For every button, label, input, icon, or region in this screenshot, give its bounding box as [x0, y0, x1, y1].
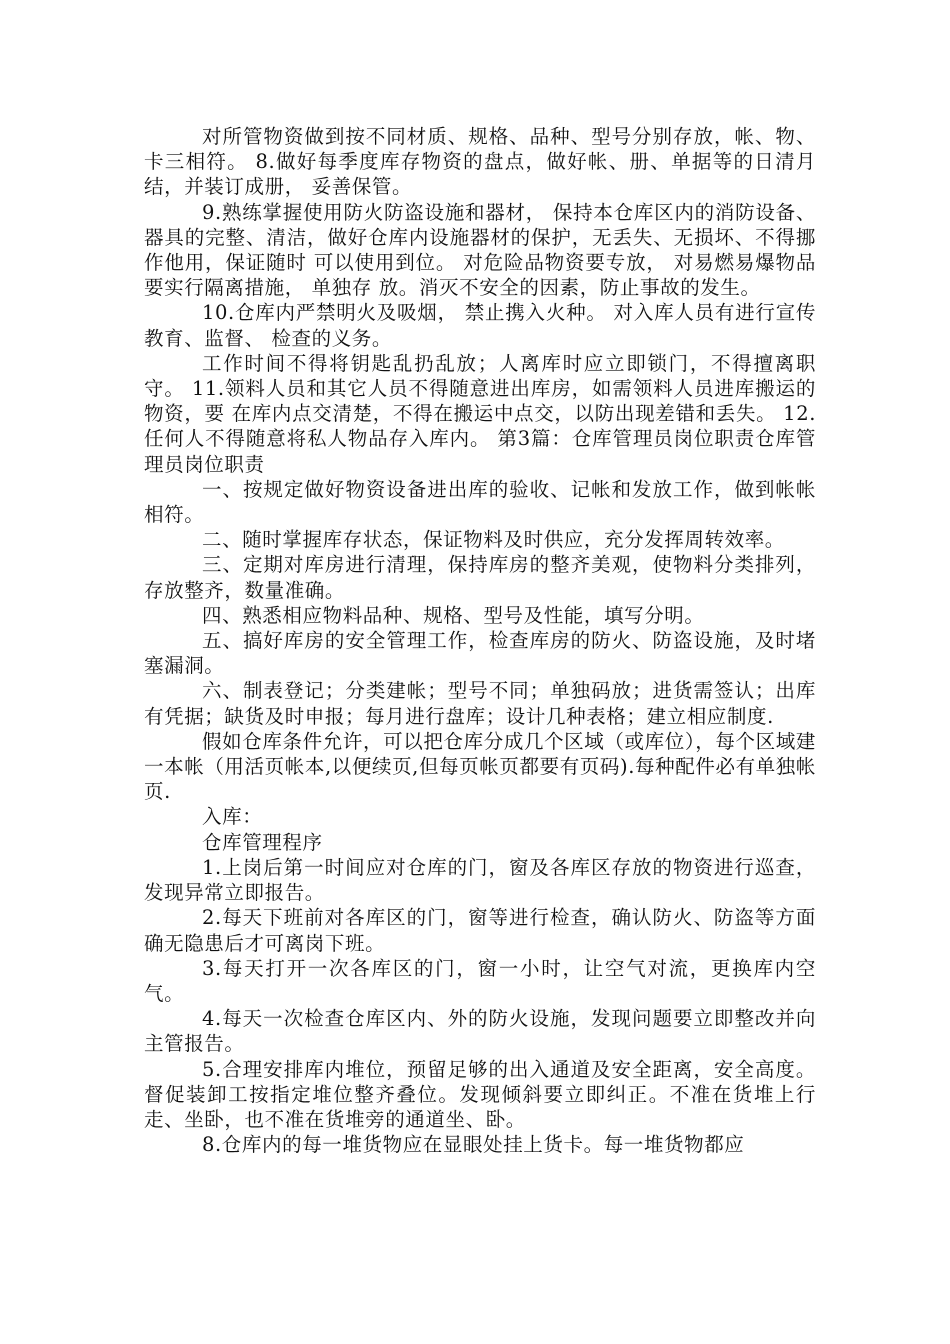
- paragraph-16: 3.每天打开一次各库区的门，窗一小时，让空气对流，更换库内空气。: [144, 956, 816, 1005]
- paragraph-12: 入库：: [202, 805, 263, 829]
- paragraph-1: 对所管物资做到按不同材质、规格、品种、型号分别存放，帐、物、卡三相符。 8.做好每季度库存物资的盘点，做好帐、册、单据等的日清月结，并装订成册， 妥善保管。: [144, 125, 816, 199]
- paragraph-6: 二、随时掌握库存状态，保证物料及时供应，充分发挥周转效率。: [202, 528, 785, 552]
- document-body: [144, 124, 816, 1157]
- paragraph-10: 六、制表登记；分类建帐；型号不同；单独码放；进货需签认；出库有凭据；缺货及时申报；每月进行盘库；设计几种表格；建立相应制度.: [144, 679, 816, 728]
- paragraph-17: 4.每天一次检查仓库区内、外的防火设施，发现问题要立即整改并向主管报告。: [144, 1007, 816, 1056]
- paragraph-2: 9.熟练掌握使用防火防盗设施和器材， 保持本仓库区内的消防设备、器具的完整、清洁，做好仓库内设施器材的保护，无丢失、无损坏、不得挪作他用，保证随时 可以使用到位。 对危险品物资要专放， 对易燃易爆物品要实行隔离措施， 单独存 放。消灭不安全的因素，防止事故的发生。: [144, 200, 816, 300]
- paragraph-8: 四、熟悉相应物料品种、规格、型号及性能，填写分明。: [202, 603, 705, 627]
- paragraph-11: 假如仓库条件允许，可以把仓库分成几个区域（或库位），每个区域建一本帐（用活页帐本,以便续页,但每页帐页都要有页码).每种配件必有单独帐页.: [144, 729, 816, 804]
- paragraph-18: 5.合理安排库内堆位，预留足够的出入通道及安全距离，安全高度。督促装卸工按指定堆位整齐叠位。发现倾斜要立即纠正。不准在货堆上行走、坐卧，也不准在货堆旁的通道坐、卧。: [144, 1057, 816, 1131]
- paragraph-7: 三、定期对库房进行清理，保持库房的整齐美观，使物料分类排列，存放整齐，数量准确。: [144, 553, 816, 602]
- paragraph-3: 10.仓库内严禁明火及吸烟， 禁止携入火种。 对入库人员有进行宣传教育、监督、 检查的义务。: [144, 301, 816, 350]
- paragraph-14: 1.上岗后第一时间应对仓库的门，窗及各库区存放的物资进行巡查，发现异常立即报告。: [144, 855, 816, 905]
- paragraph-4: 工作时间不得将钥匙乱扔乱放；人离库时应立即锁门，不得擅离职守。 11.领料人员和其它人员不得随意进出库房，如需领料人员进库搬运的物资，要 在库内点交清楚，不得在搬运中点交，以防出现差错和丢失。 12.任何人不得随意将私人物品存入库内。 第3篇：仓库管理员岗位职责仓库管理员岗位职责: [144, 351, 816, 476]
- paragraph-19: 8.仓库内的每一堆货物应在显眼处挂上货卡。每一堆货物都应: [202, 1133, 745, 1157]
- paragraph-15: 2.每天下班前对各库区的门，窗等进行检查，确认防火、防盗等方面确无隐患后才可离岗下班。: [144, 906, 816, 955]
- paragraph-13: 仓库管理程序: [202, 830, 323, 854]
- paragraph-5: 一、按规定做好物资设备进出库的验收、记帐和发放工作，做到帐帐相符。: [144, 477, 816, 527]
- paragraph-9: 五、搞好库房的安全管理工作，检查库房的防火、防盗设施，及时堵塞漏洞。: [144, 629, 816, 678]
